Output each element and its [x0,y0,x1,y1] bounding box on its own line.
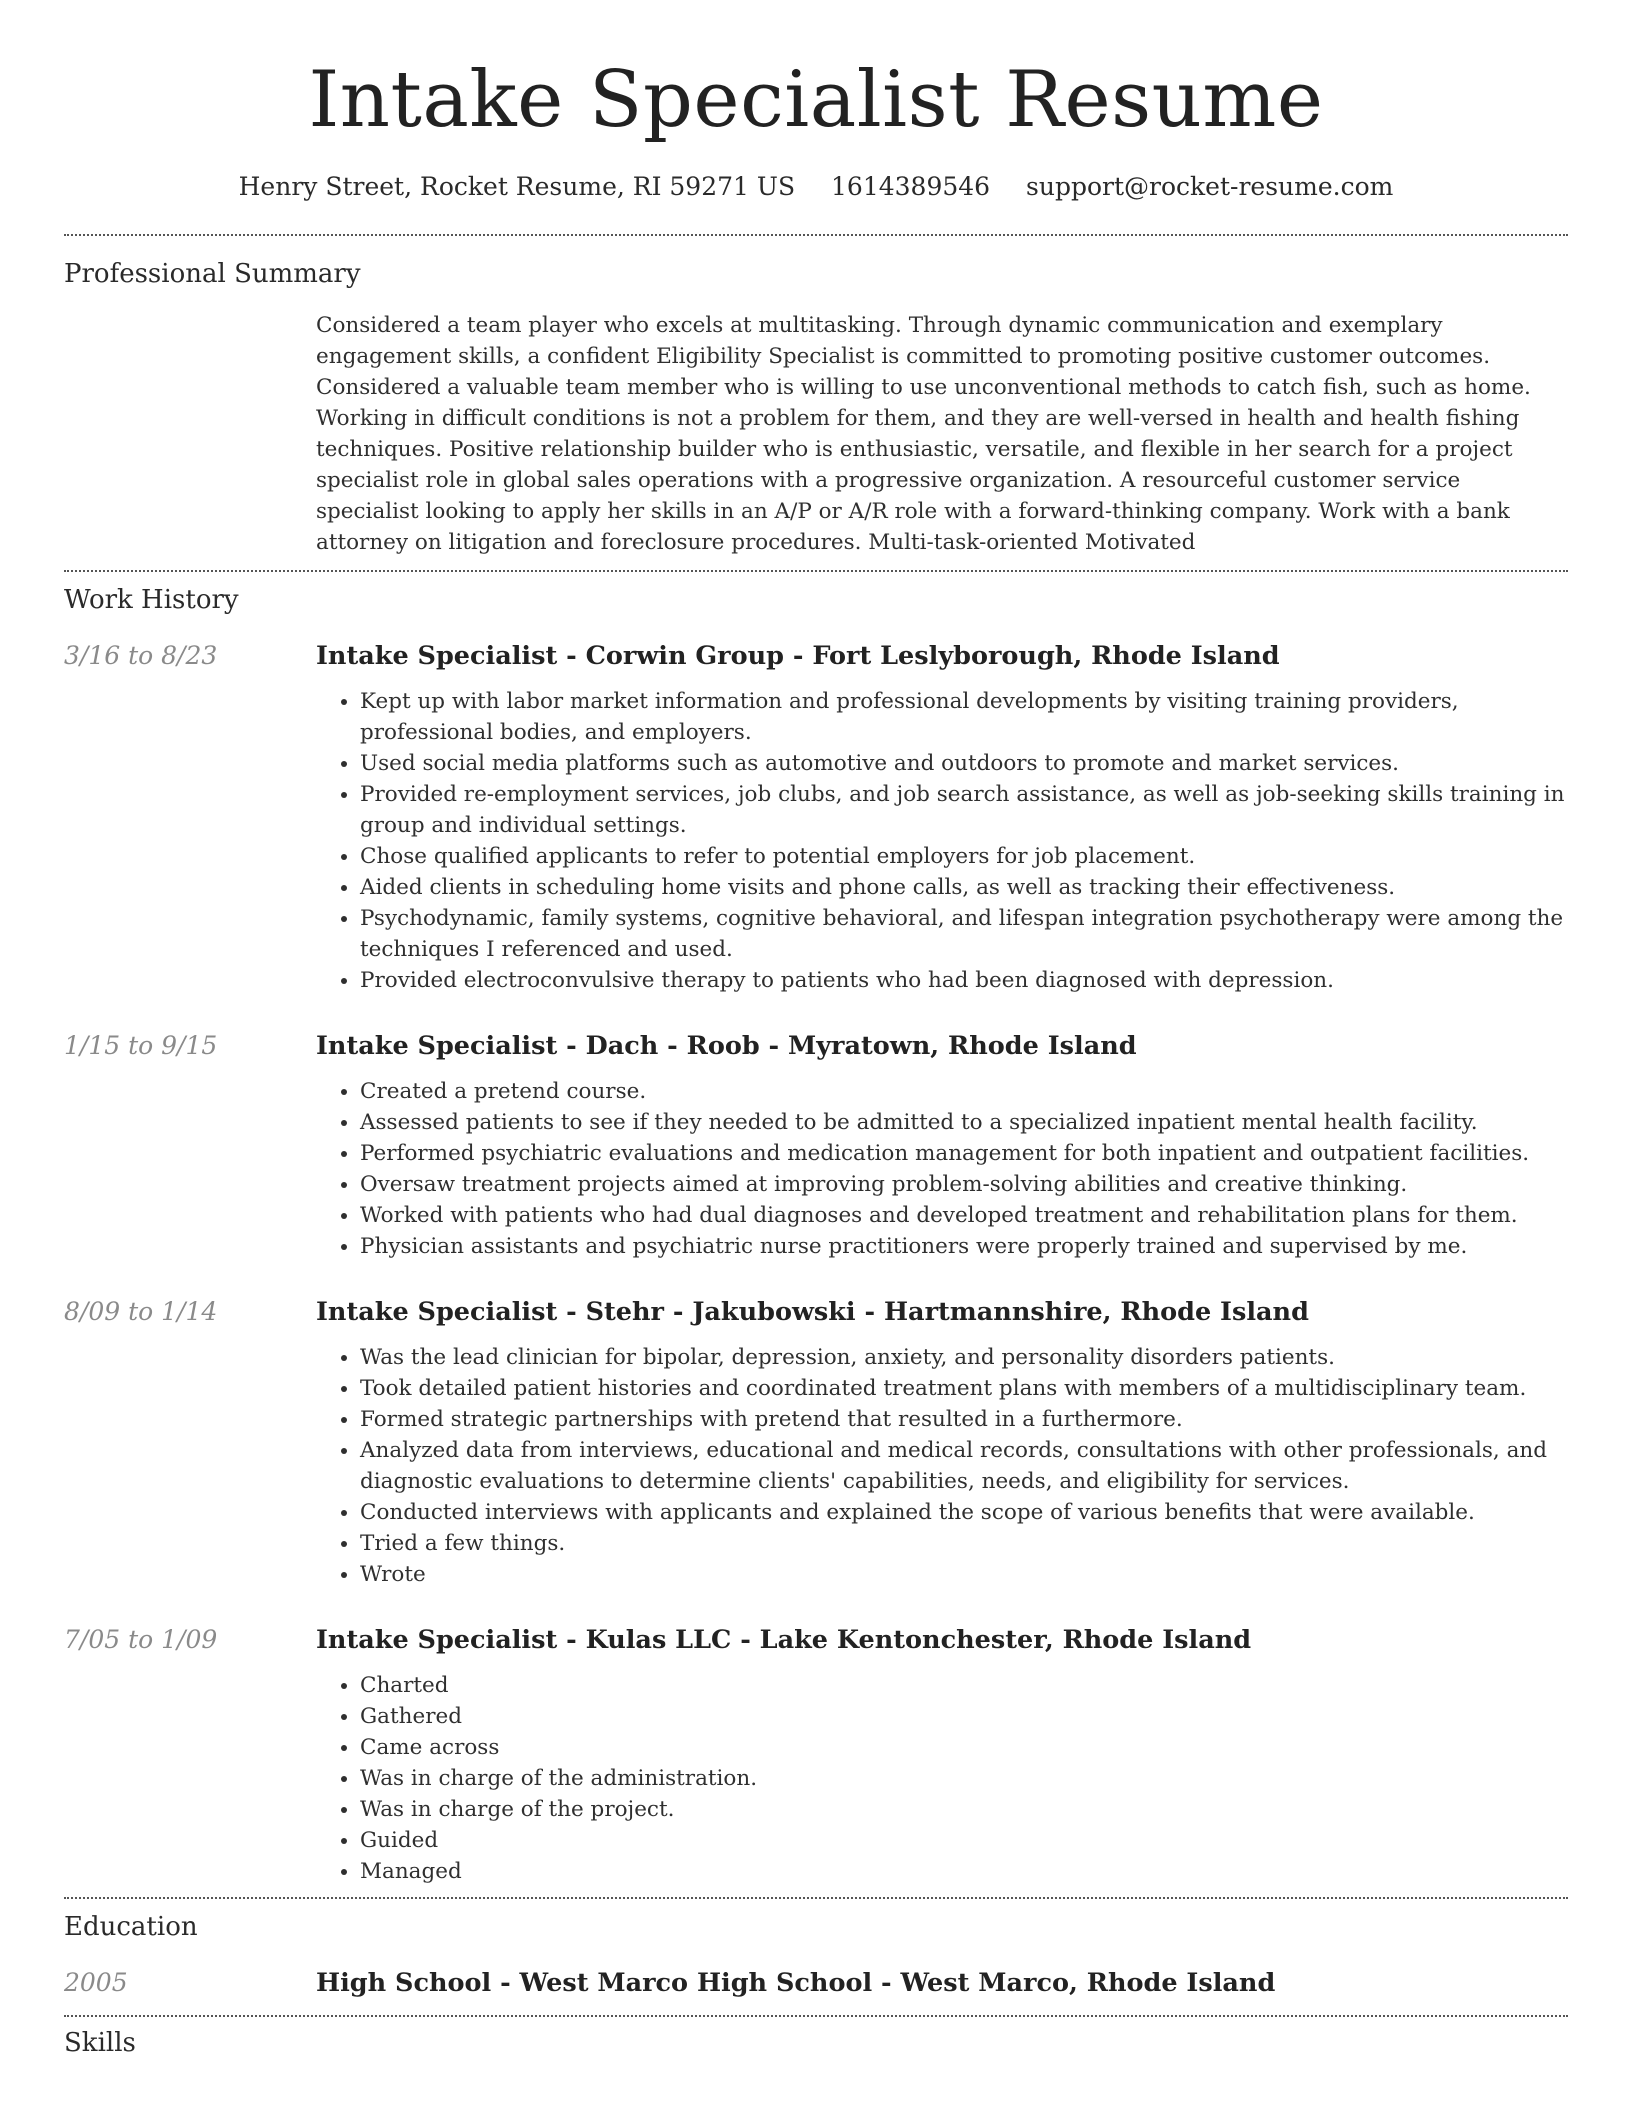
contact-email: support@rocket-resume.com [1026,172,1394,201]
job-bullets [316,686,1568,996]
list-item: • Wrote [360,1559,1568,1590]
list-item: • Assessed patients to see if they needed to be admitted to a specialized inpatient mental health facility. [360,1107,1568,1138]
list-item: • Guided [360,1825,1568,1856]
list-item: • Was in charge of the project. [360,1794,1568,1825]
job-entry [64,638,1568,996]
list-item: • Used social media platforms such as automotive and outdoors to promote and market services. [360,748,1568,779]
job-bullets [316,1670,1568,1887]
job-title: Intake Specialist - Corwin Group - Fort Leslyborough, Rhode Island [316,641,1280,671]
contact-address: Henry Street, Rocket Resume, RI 59271 US [238,172,796,201]
list-item: • Worked with patients who had dual diagnoses and developed treatment and rehabilitation plans for them. [360,1200,1568,1231]
list-item: • Came across [360,1732,1568,1763]
list-item: • Gathered [360,1701,1568,1732]
list-item: • Analyzed data from interviews, educational and medical records, consultations with other professionals, and diagnostic evaluations to determine clients' capabilities, needs, and eligibility for services. [360,1435,1568,1497]
job-dates: 1/15 to 9/15 [64,1031,218,1060]
list-item: • Took detailed patient histories and coordinated treatment plans with members of a multidisciplinary team. [360,1373,1568,1404]
list-item: • Provided re-employment services, job clubs, and job search assistance, as well as job-seeking skills training in group and individual settings. [360,779,1568,841]
list-item: • Formed strategic partnerships with pretend that resulted in a furthermore. [360,1404,1568,1435]
list-item: • Aided clients in scheduling home visits and phone calls, as well as tracking their effectiveness. [360,872,1568,903]
education-entry [64,1965,1568,2001]
list-item: • Psychodynamic, family systems, cognitive behavioral, and lifespan integration psychotherapy were among the techniques I referenced and used. [360,903,1568,965]
job-entry [64,1028,1568,1262]
contact-phone: 1614389546 [831,172,991,201]
summary-heading: Professional Summary [64,259,361,289]
contact-line [64,170,1568,204]
work-history-section [64,572,1568,1887]
list-item: • Physician assistants and psychiatric nurse practitioners were properly trained and supervised by me. [360,1231,1568,1262]
list-item: • Chose qualified applicants to refer to potential employers for job placement. [360,841,1568,872]
list-item: • Performed psychiatric evaluations and medication management for both inpatient and outpatient facilities. [360,1138,1568,1169]
education-section [64,1899,1568,2001]
job-dates: 3/16 to 8/23 [64,641,218,670]
list-item: • Managed [360,1856,1568,1887]
list-item: • Charted [360,1670,1568,1701]
job-bullets [316,1342,1568,1590]
job-entry [64,1294,1568,1590]
list-item: • Provided electroconvulsive therapy to patients who had been diagnosed with depression. [360,965,1568,996]
summary-text: Considered a team player who excels at multitasking. Through dynamic communication and exemplary engagement skills, a confident Eligibility Specialist is committed to promoting positive customer outcomes. Considered a valuable team member who is willing to use unconventional methods to catch fish, such as home. Working in difficult conditions is not a problem for them, and they are well-versed in health and health fishing techniques. Positive relationship builder who is enthusiastic, versatile, and flexible in her search for a project specialist role in global sales operations with a progressive organization. A resourceful customer service specialist looking to apply her skills in an A/P or A/R role with a forward-thinking company. Work with a bank attorney on litigation and foreclosure procedures. Multi-task-oriented Motivated [316,313,1531,555]
job-dates: 8/09 to 1/14 [64,1297,218,1326]
resume-title: Intake Specialist Resume [308,55,1324,145]
list-item: • Tried a few things. [360,1528,1568,1559]
education-year: 2005 [64,1968,128,1997]
list-item: • Kept up with labor market information and professional developments by visiting training providers, professional bodies, and employers. [360,686,1568,748]
job-title: Intake Specialist - Stehr - Jakubowski - Hartmannshire, Rhode Island [316,1297,1309,1327]
list-item: • Created a pretend course. [360,1076,1568,1107]
job-title: Intake Specialist - Dach - Roob - Myratown, Rhode Island [316,1031,1137,1061]
skills-section [64,2017,1568,2061]
list-item: • Conducted interviews with applicants and explained the scope of various benefits that were available. [360,1497,1568,1528]
education-title: High School - West Marco High School - West Marco, Rhode Island [316,1968,1276,1998]
job-bullets [316,1076,1568,1262]
education-heading: Education [64,1912,198,1942]
job-entry [64,1622,1568,1887]
job-title: Intake Specialist - Kulas LLC - Lake Kentonchester, Rhode Island [316,1625,1252,1655]
list-item: • Oversaw treatment projects aimed at improving problem-solving abilities and creative thinking. [360,1169,1568,1200]
list-item: • Was in charge of the administration. [360,1763,1568,1794]
summary-section [64,236,1568,558]
skills-heading: Skills [64,2028,136,2058]
list-item: • Was the lead clinician for bipolar, depression, anxiety, and personality disorders patients. [360,1342,1568,1373]
resume-header [64,0,1568,204]
job-dates: 7/05 to 1/09 [64,1625,218,1654]
work-history-heading: Work History [64,585,239,615]
